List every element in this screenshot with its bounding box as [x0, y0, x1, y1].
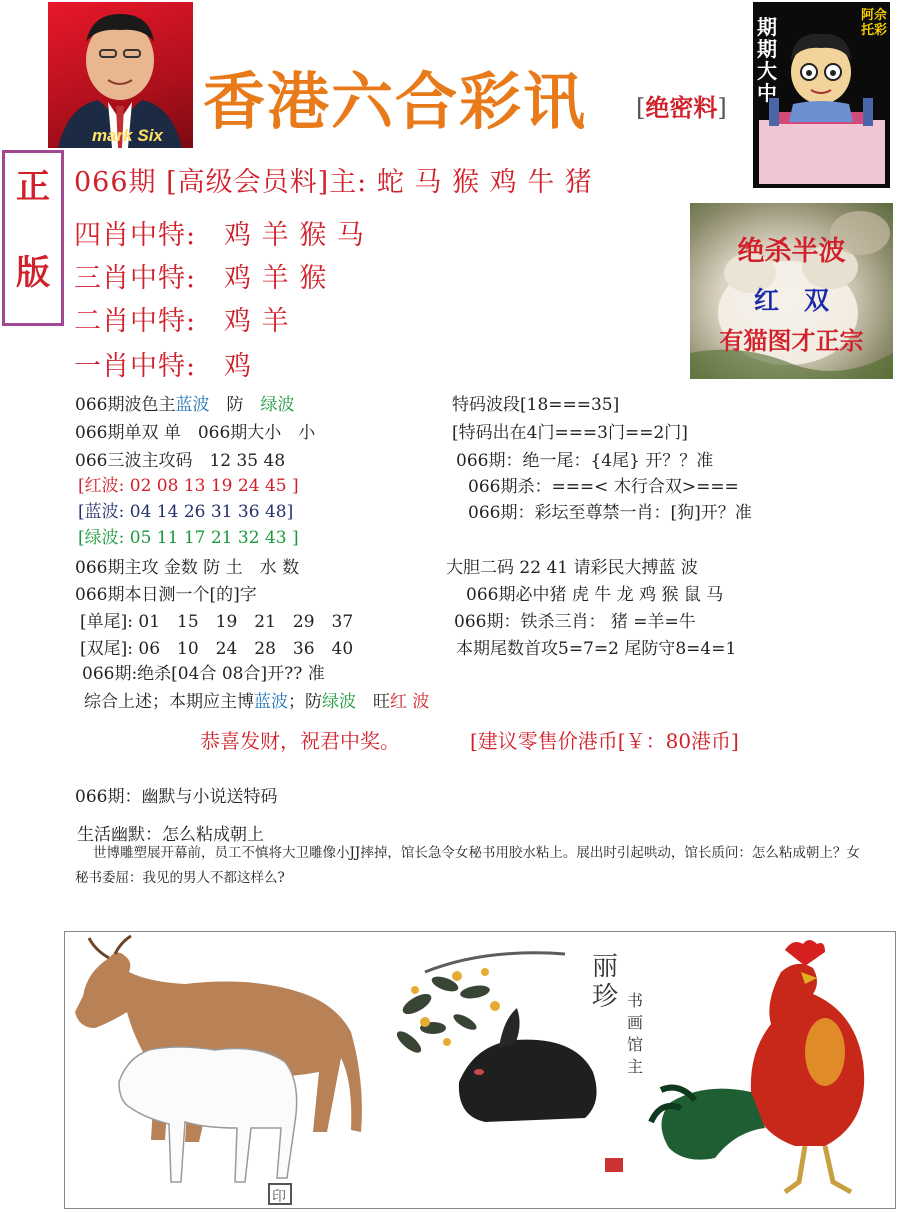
three-kill-line: 066期：铁杀三肖： 猪 =羊=牛: [454, 612, 696, 632]
cartoon-image: [753, 2, 890, 188]
page-subtitle: [绝密料]: [636, 93, 727, 122]
cat-line-2: 红 双: [753, 286, 829, 315]
cartoon-caption-left: 期期大中: [757, 15, 777, 105]
stamp-top-char: 正: [16, 167, 50, 207]
double-tail-line: [双尾]: 06 10 24 28 36 40: [80, 639, 354, 659]
odd-even-line: 066期单双 单 066期大小 小: [75, 423, 316, 443]
tail-attack-line: 本期尾数首攻5=7=2 尾防守8=4=1: [456, 639, 737, 659]
authentic-stamp: [2, 150, 64, 326]
blue-wave-line: [蓝波: 04 14 26 31 36 48]: [78, 502, 294, 522]
forbidden-line: 066期：彩坛至尊禁一肖：[狗]开？准: [468, 503, 752, 523]
must-pig-line: 066期必中猪 虎 牛 龙 鸡 猴 鼠 马: [466, 585, 724, 605]
green-wave-line: [绿波: 05 11 17 21 32 43 ]: [78, 528, 299, 548]
red-wave-line: [红波: 02 08 13 19 24 45 ]: [78, 476, 299, 496]
three-wave-line: 066三波主攻码 12 35 48: [75, 451, 286, 471]
main-zodiac-line: 066期 [高级会员料]主: 蛇 马 猴 鸡 牛 猪: [74, 167, 593, 198]
one-zodiac-line: 一肖中特: 鸡: [74, 351, 253, 382]
bold-two-line: 大胆二码 22 41 请彩民大搏蓝 波: [446, 558, 698, 578]
joke-heading: 066期：幽默与小说送特码: [75, 787, 278, 807]
price-text: [建议零售价港币[￥：80港币]: [470, 729, 739, 753]
summary-line: 综合上述；本期应主博蓝波；防绿波 旺红 波: [84, 692, 430, 712]
two-zodiac-line: 二肖中特: 鸡 羊: [74, 306, 290, 337]
horse-seal: 印: [272, 1189, 286, 1205]
wave-color-line: 066期波色主蓝波 防 绿波: [75, 395, 295, 415]
special-gate-line: [特码出在4门===3门==2门]: [452, 423, 688, 443]
calligraphy-b: 书画馆主: [627, 991, 644, 1076]
cat-line-1: 绝杀半波: [737, 236, 846, 267]
joke-title: 生活幽默：怎么粘成朝上: [77, 825, 264, 845]
tail-line: 066期：绝一尾：{4尾} 开？？准: [456, 451, 714, 471]
cat-line-3: 有猫图才正宗: [719, 326, 864, 355]
portrait-logo: mark Six: [92, 126, 163, 145]
calligraphy-a: 丽珍: [592, 952, 619, 1012]
daily-test-line: 066期本日测一个[的]字: [75, 585, 257, 605]
four-zodiac-line: 四肖中特: 鸡 羊 猴 马: [74, 220, 365, 251]
portrait-photo: [48, 2, 193, 148]
special-range-line: 特码波段[18===35]: [452, 395, 620, 415]
joke-body: 世博雕塑展开幕前，员工不慎将大卫雕像小JJ摔掉，馆长急令女秘书用胶水粘上。展出时引起哄动，馆长质问：怎么粘成朝上？女秘书委屈：我见的男人不都这样么?: [75, 845, 860, 886]
single-tail-line: [单尾]: 01 15 19 21 29 37: [80, 612, 354, 632]
stamp-bottom-char: 版: [16, 253, 50, 293]
paintings-panel: [64, 931, 896, 1209]
kill-element-line: 066期杀：===< 木行合双>===: [468, 477, 739, 497]
kill-line: 066期:绝杀[04合 08合]开?? 准: [82, 664, 325, 684]
horse-painting: [65, 932, 896, 1209]
cartoon-caption-right: 阿佘托彩: [861, 8, 888, 38]
congrats-text: 恭喜发财，祝君中奖。: [200, 729, 400, 753]
cat-panel: [690, 203, 893, 379]
page-title: 香港六合彩讯: [203, 65, 588, 138]
main-attack-line: 066期主攻 金数 防 土 水 数: [75, 558, 300, 578]
three-zodiac-line: 三肖中特: 鸡 羊 猴: [74, 263, 328, 294]
